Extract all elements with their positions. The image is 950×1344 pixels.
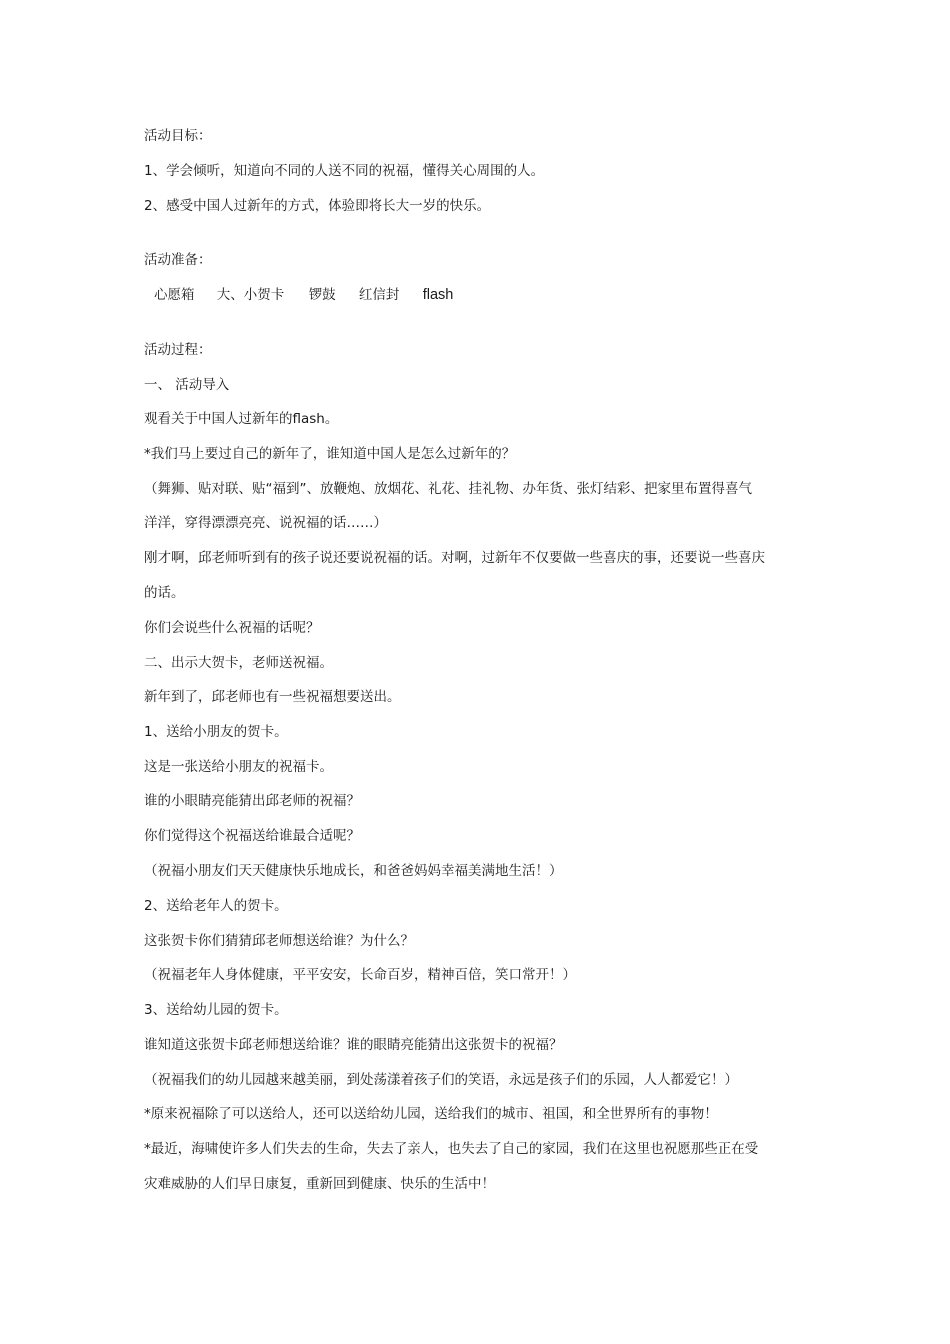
prep-items [144,286,824,304]
paragraph-line: （祝福小朋友们天天健康快乐地成长，和爸爸妈妈幸福美满地生活！） [144,863,563,879]
paragraph-line: *原来祝福除了可以送给人，还可以送给幼儿园，送给我们的城市、祖国，和全世界所有的事物！ [144,1106,718,1122]
prep-item-wish-box: 心愿箱 [154,287,195,303]
goal-item: 2、感受中国人过新年的方式，体验即将长大一岁的快乐。 [144,198,491,214]
prep-item-greeting-cards: 大、小贺卡 [216,287,285,303]
goals-heading: 活动目标： [144,128,212,144]
paragraph-line: 这是一张送给小朋友的祝福卡。 [144,759,333,775]
paragraph-line: 刚才啊，邱老师听到有的孩子说还要说祝福的话。对啊，过新年不仅要做一些喜庆的事，还要说一些喜庆 [144,550,765,566]
paragraph-line: 的话。 [144,585,185,601]
section-title: 一、 活动导入 [144,377,230,393]
section-title: 二、出示大贺卡，老师送祝福。 [144,655,333,671]
paragraph-line: *最近，海啸使许多人们失去的生命，失去了亲人，也失去了自己的家园，我们在这里也祝愿那些正在受 [144,1141,759,1157]
process-heading: 活动过程： [144,342,212,358]
paragraph-line: （祝福我们的幼儿园越来越美丽，到处荡漾着孩子们的笑语，永远是孩子们的乐园，人人都爱它！） [144,1072,738,1088]
paragraph-line: *我们马上要过自己的新年了，谁知道中国人是怎么过新年的？ [144,446,516,462]
paragraph-line: （祝福老年人身体健康，平平安安，长命百岁，精神百倍，笑口常开！） [144,967,576,983]
subsection-title: 3、送给幼儿园的贺卡。 [144,1002,288,1018]
prep-item-flash: flash [422,287,454,303]
paragraph-line: 灾难威胁的人们早日康复，重新回到健康、快乐的生活中！ [144,1176,495,1192]
paragraph-line: 谁的小眼睛亮能猜出邱老师的祝福？ [144,793,360,809]
prep-heading: 活动准备： [144,252,212,268]
prep-item-red-envelope: 红信封 [358,287,400,303]
paragraph-line: 你们会说些什么祝福的话呢？ [144,620,320,636]
paragraph-line: 谁知道这张贺卡邱老师想送给谁？谁的眼睛亮能猜出这张贺卡的祝福？ [144,1037,563,1053]
goal-item: 1、学会倾听，知道向不同的人送不同的祝福，懂得关心周围的人。 [144,163,545,179]
paragraph-line: 观看关于中国人过新年的flash。 [144,411,339,427]
paragraph-line: 新年到了，邱老师也有一些祝福想要送出。 [144,689,401,705]
paragraph-line: 你们觉得这个祝福送给谁最合适呢？ [144,828,360,844]
paragraph-line: 这张贺卡你们猜猜邱老师想送给谁？为什么？ [144,933,414,949]
paragraph-line: （舞狮、贴对联、贴“福到”、放鞭炮、放烟花、礼花、挂礼物、办年货、张灯结彩、把家里布置得喜气 [144,481,752,497]
paragraph-line: 洋洋，穿得漂漂亮亮、说祝福的话……） [144,515,387,531]
prep-item-gong-drum: 锣鼓 [308,287,336,303]
subsection-title: 1、送给小朋友的贺卡。 [144,724,288,740]
subsection-title: 2、送给老年人的贺卡。 [144,898,288,914]
